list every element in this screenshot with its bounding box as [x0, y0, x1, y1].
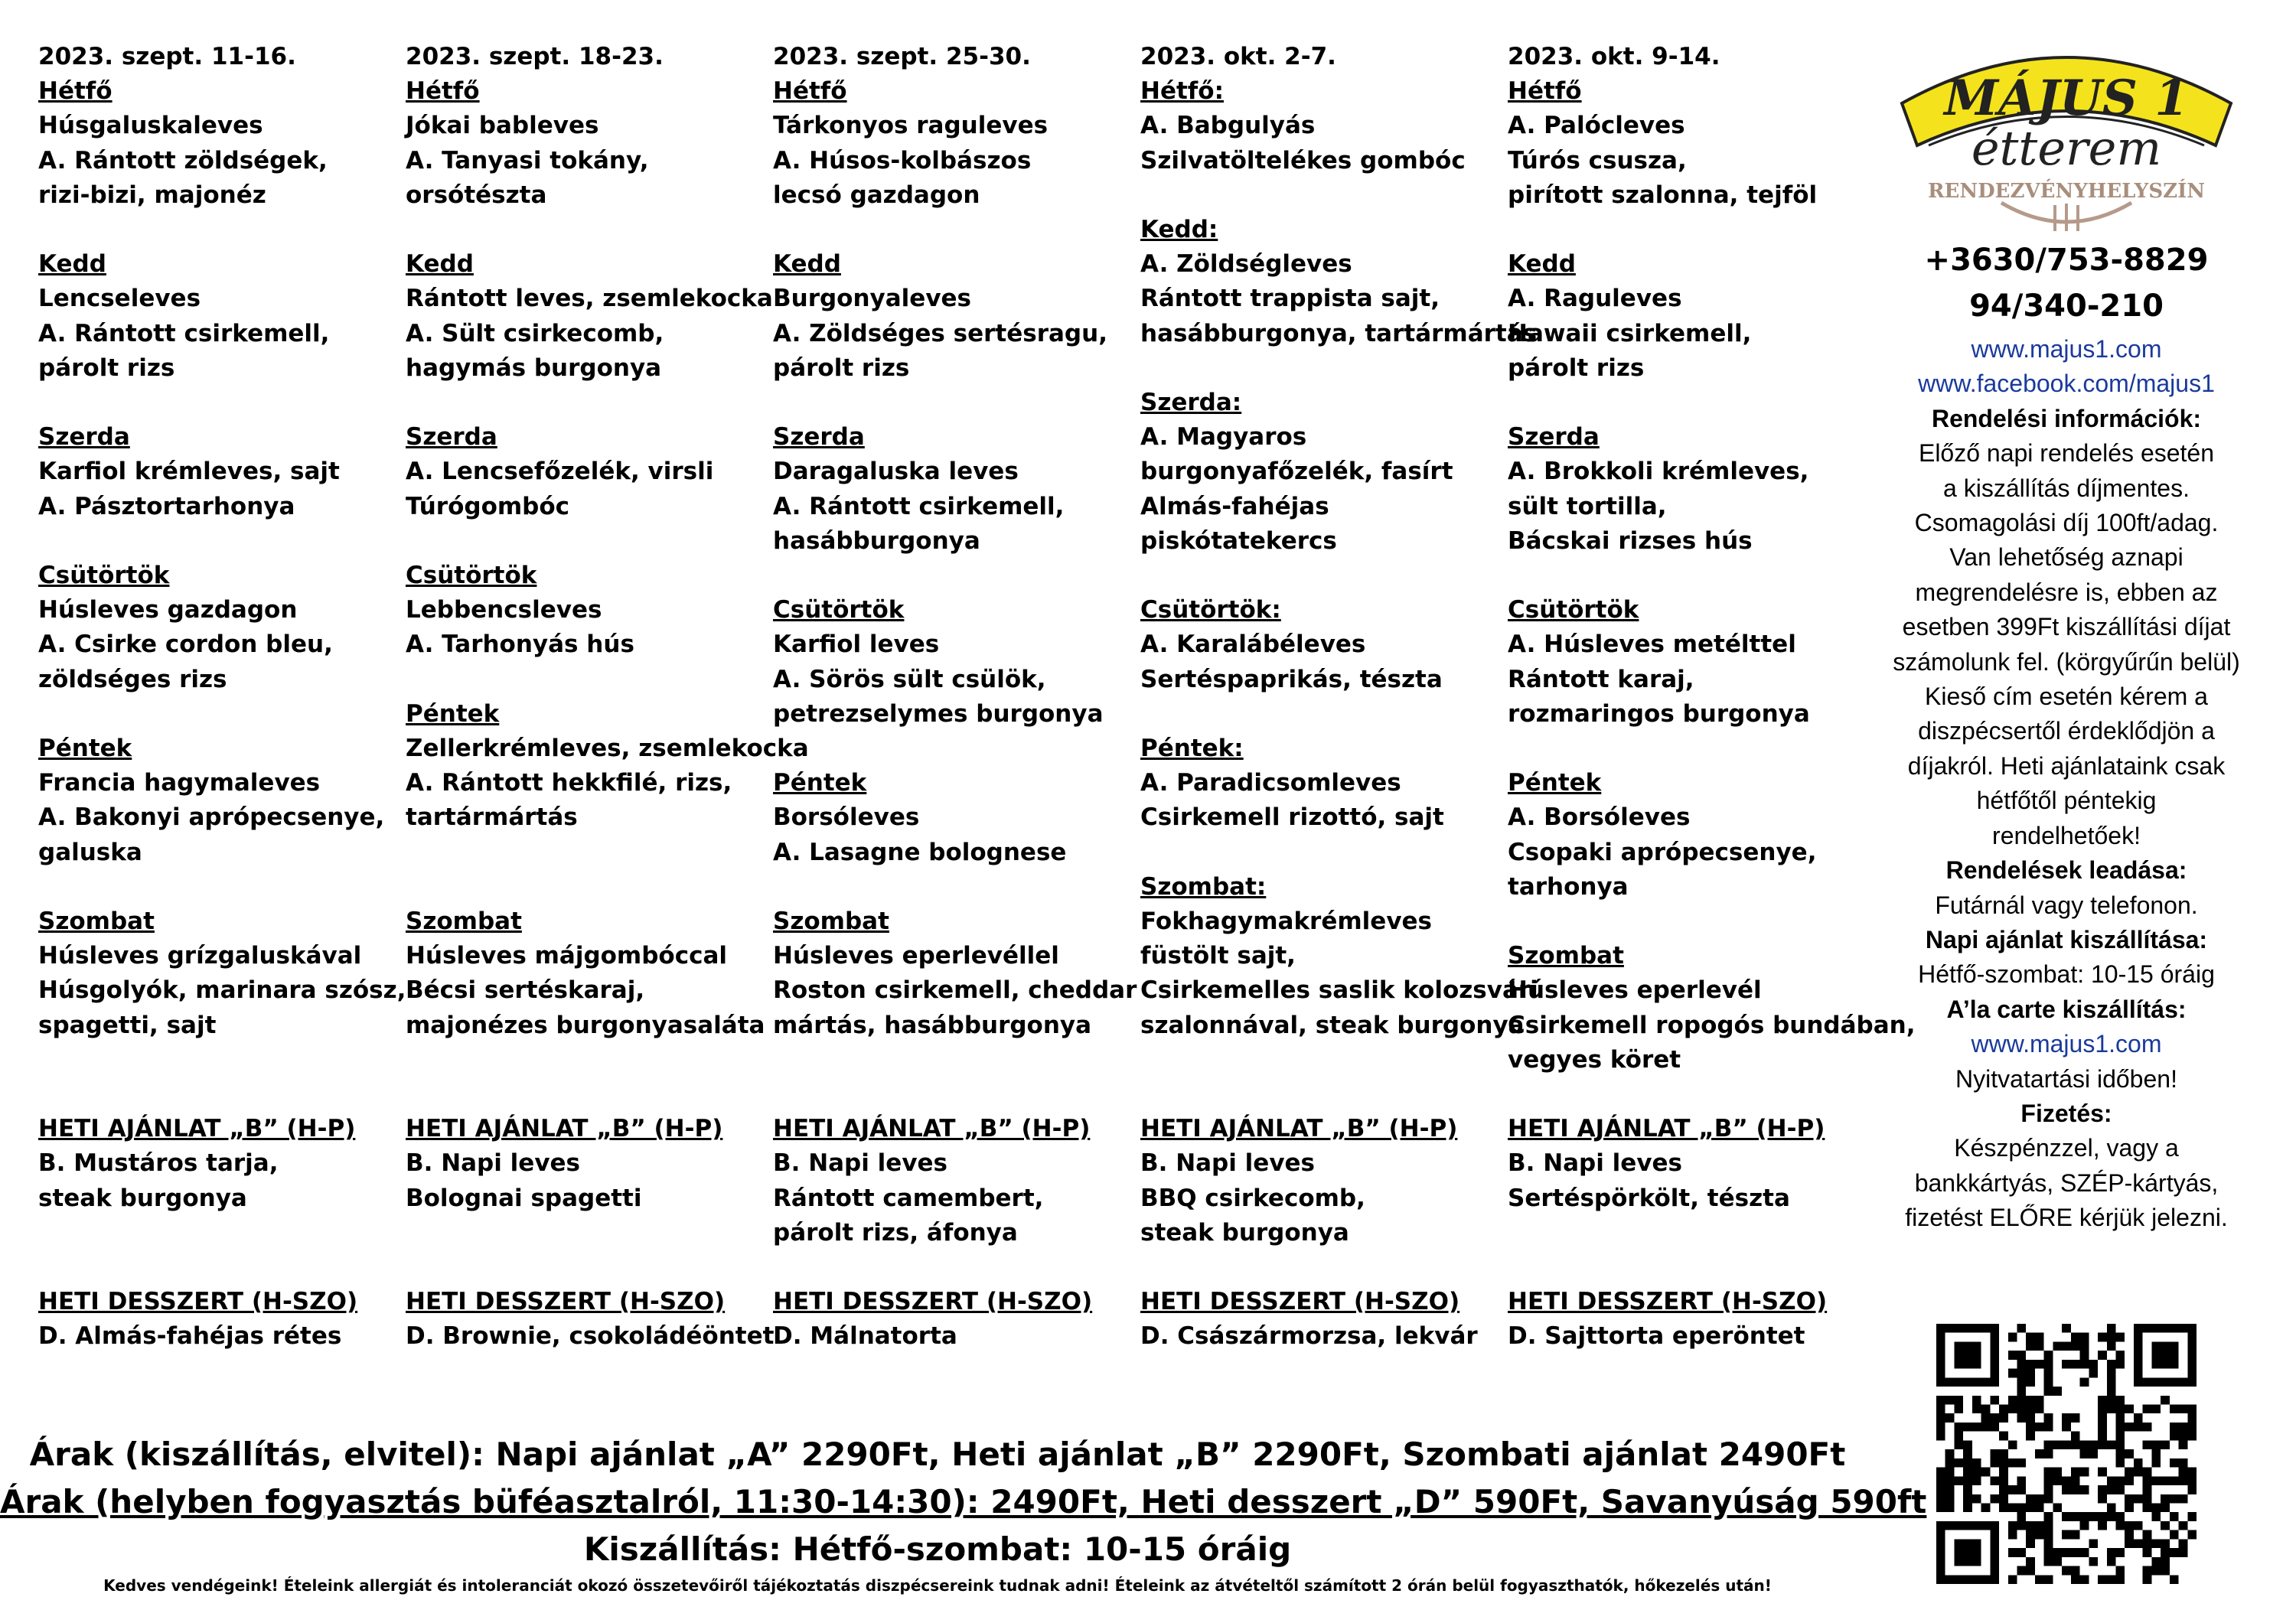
info-text: esetben 399Ft kiszállítási díjat	[1902, 613, 2231, 641]
menu-item: A. Rántott csirkemell,	[38, 319, 330, 347]
week-header: 2023. okt. 2-7.	[1140, 43, 1336, 70]
day-heading: Szerda:	[1140, 389, 1242, 416]
menu-item: tarhonya	[1508, 872, 1629, 901]
menu-item: steak burgonya	[1140, 1218, 1349, 1247]
menu-item: burgonyafőzelék, fasírt	[1140, 458, 1453, 486]
menu-item	[406, 1216, 769, 1250]
menu-item: galuska	[38, 838, 142, 866]
menu-item: Roston csirkemell, cheddar	[773, 976, 1137, 1005]
menu-item	[38, 1043, 402, 1077]
day-heading: Szombat:	[1140, 872, 1267, 901]
menu-item: Borsóleves	[773, 803, 920, 832]
day-heading: Hétfő	[1508, 77, 1582, 106]
menu-item: vegyes köret	[1508, 1045, 1681, 1074]
week-header: 2023. okt. 9-14.	[1508, 43, 1720, 70]
menu-item: Szilvatöltelékes gombóc	[1140, 146, 1466, 174]
menu-item: pirított szalonna, tejföl	[1508, 181, 1818, 209]
menu-item	[406, 663, 769, 697]
menu-item: Húsleves eperlevéllel	[773, 942, 1059, 970]
info-heading: A’la carte kiszállítás:	[1946, 995, 2187, 1023]
menu-item: A. Bakonyi aprópecsenye,	[38, 803, 385, 832]
phone-secondary[interactable]: 94/340-210	[1969, 288, 2164, 324]
menu-item: Zellerkrémleves, zsemlekocka	[406, 735, 809, 762]
menu-item	[1140, 178, 1504, 213]
day-heading: Szerda	[1508, 423, 1600, 451]
info-heading: Napi ajánlat kiszállítása:	[1925, 925, 2208, 953]
day-heading: Szombat	[1508, 942, 1624, 970]
menu-item: A. Lasagne bolognese	[773, 838, 1067, 866]
menu-item: A. Sörös sült csülök,	[773, 665, 1046, 693]
info-text: bankkártyás, SZÉP-kártyás,	[1914, 1168, 2219, 1197]
menu-item: A. Raguleves	[1508, 285, 1682, 313]
menu-item: A. Palócleves	[1508, 112, 1685, 140]
day-heading: Hétfő:	[1140, 77, 1224, 106]
day-heading: Péntek	[773, 769, 867, 797]
menu-item: mártás, hasábburgonya	[773, 1011, 1092, 1039]
menu-item: A. Sült csirkecomb,	[406, 319, 664, 347]
menu-item	[1140, 351, 1504, 386]
menu-item: A. Zöldséges sertésragu,	[773, 319, 1107, 347]
menu-item: A. Rántott csirkemell,	[773, 492, 1065, 520]
menu-item: A. Tanyasi tokány,	[406, 146, 649, 174]
menu-item: rizi-bizi, majonéz	[38, 181, 266, 209]
menu-item	[1140, 1250, 1504, 1285]
menu-item: Daragaluska leves	[773, 458, 1019, 486]
menu-item: párolt rizs	[773, 354, 910, 382]
day-heading: HETI DESSZERT (H-SZO)	[406, 1288, 726, 1316]
menu-item	[1140, 697, 1504, 732]
menu-item: A. Paradicsomleves	[1140, 769, 1401, 797]
menu-item: Francia hagymaleves	[38, 769, 321, 797]
info-text: Van lehetőség aznapi	[1949, 543, 2183, 572]
menu-item: spagetti, sajt	[38, 1011, 217, 1039]
week-header: 2023. szept. 25-30.	[773, 43, 1031, 70]
menu-item	[38, 1250, 402, 1285]
week-lines	[38, 74, 406, 1354]
info-text: Nyitvatartási időben!	[1955, 1064, 2177, 1093]
day-heading: HETI AJÁNLAT „B” (H-P)	[773, 1115, 1091, 1143]
menu-item: hagymás burgonya	[406, 354, 662, 382]
day-heading: Csütörtök	[773, 596, 905, 624]
menu-item: hasábburgonya	[773, 526, 980, 555]
menu-item: Csirkemelles saslik kolozsvári	[1140, 976, 1538, 1005]
day-heading: HETI DESSZERT (H-SZO)	[38, 1288, 358, 1316]
day-heading: HETI AJÁNLAT „B” (H-P)	[1140, 1115, 1458, 1143]
info-link[interactable]: www.facebook.com/majus1	[1918, 370, 2215, 398]
qr-code[interactable]	[1936, 1324, 2197, 1584]
menu-item	[773, 732, 1137, 766]
info-text: Készpénzzel, vagy a	[1954, 1134, 2179, 1162]
menu-item: Rántott leves, zsemlekocka	[406, 285, 773, 313]
menu-item	[38, 697, 402, 732]
week-lines	[1508, 74, 1916, 1354]
week-lines	[773, 74, 1137, 1354]
menu-item: D. Brownie, csokoládéöntet	[406, 1322, 775, 1351]
allergen-disclaimer: Kedves vendégeink! Ételeink allergiát és intoleranciát okozó összetevőiről tájékoztatás diszpécsereink tudnak adni! Ételeink az átvételtől számított 2 órán belül fogyaszthatók, hőkezelés után!	[103, 1576, 1772, 1595]
menu-item	[38, 1216, 402, 1250]
menu-item	[1508, 1077, 1871, 1112]
day-heading: Szombat	[773, 908, 889, 935]
menu-item	[38, 870, 402, 904]
day-heading: Péntek	[38, 735, 132, 762]
menu-item: párolt rizs	[38, 354, 175, 382]
info-text: Csomagolási díj 100ft/adag.	[1914, 509, 2219, 537]
info-text: Hétfő-szombat: 10-15 óráig	[1918, 960, 2215, 989]
menu-item: Húsleves grízgaluskával	[38, 942, 362, 970]
menu-item	[773, 1043, 1137, 1077]
week-column	[38, 40, 406, 1354]
info-text: számolunk fel. (körgyűrűn belül)	[1893, 647, 2240, 676]
menu-item	[1140, 559, 1504, 593]
info-text: fizetést ELŐRE kérjük jelezni.	[1905, 1204, 2228, 1232]
week-column	[1508, 40, 1916, 1354]
week-lines	[406, 74, 809, 1354]
menu-item: Húsgolyók, marinara szósz,	[38, 976, 406, 1005]
ordering-info	[1867, 332, 2265, 1236]
info-text: a kiszállítás díjmentes.	[1943, 474, 2190, 502]
day-heading: Hétfő	[773, 77, 847, 106]
menu-item: petrezselymes burgonya	[773, 699, 1104, 728]
menu-item	[406, 213, 769, 247]
info-text: hétfőtől péntekig	[1976, 787, 2157, 815]
menu-item	[38, 1077, 402, 1112]
menu-item: B. Napi leves	[1140, 1149, 1316, 1178]
menu-item: Fokhagymakrémleves	[1140, 908, 1433, 935]
menu-item: A. Rántott zöldségek,	[38, 146, 328, 174]
menu-item: A. Borsóleves	[1508, 803, 1691, 832]
menu-item: D. Császármorzsa, lekvár	[1140, 1322, 1478, 1351]
menu-item: Bácskai rizses hús	[1508, 526, 1753, 555]
day-heading: Csütörtök	[406, 562, 537, 589]
menu-item	[773, 386, 1137, 420]
menu-item	[1140, 1043, 1504, 1077]
info-link[interactable]: www.majus1.com	[1971, 1030, 2162, 1058]
day-heading: Péntek:	[1140, 735, 1244, 762]
menu-item	[406, 836, 769, 870]
day-heading: HETI AJÁNLAT „B” (H-P)	[406, 1115, 723, 1143]
menu-item: füstölt sajt,	[1140, 942, 1296, 970]
menu-item: lecsó gazdagon	[773, 181, 980, 209]
menu-item: A. Csirke cordon bleu,	[38, 631, 333, 659]
menu-item	[406, 870, 769, 904]
menu-item	[1508, 1250, 1871, 1285]
menu-item: Karfiol leves	[773, 631, 940, 659]
menu-item: Csirkemell ropogós bundában,	[1508, 1011, 1916, 1039]
menu-item: A. Karalábéleves	[1140, 631, 1366, 659]
menu-item: Lebbencsleves	[406, 596, 602, 624]
menu-item: Sertéspaprikás, tészta	[1140, 665, 1443, 693]
menu-item: A. Pásztortarhonya	[38, 492, 295, 520]
menu-item: Almás-fahéjas	[1140, 492, 1329, 520]
day-heading: Kedd	[1508, 250, 1576, 279]
menu-item: D. Málnatorta	[773, 1322, 957, 1351]
info-text: rendelhetőek!	[1992, 821, 2141, 849]
menu-item	[1140, 836, 1504, 870]
menu-item: Tárkonyos raguleves	[773, 112, 1049, 140]
menu-item	[406, 1043, 769, 1077]
menu-item: D. Almás-fahéjas rétes	[38, 1322, 342, 1351]
delivery-prices: Árak (kiszállítás, elvitel): Napi ajánlat „A” 2290Ft, Heti ajánlat „B” 2290Ft, Szombati ajánlat 2490Ft	[29, 1436, 1846, 1473]
menu-item: rozmaringos burgonya	[1508, 699, 1810, 728]
day-heading: Kedd	[773, 250, 841, 279]
day-heading: HETI AJÁNLAT „B” (H-P)	[1508, 1115, 1825, 1143]
menu-item: A. Rántott hekkfilé, rizs,	[406, 769, 732, 797]
menu-item: Karfiol krémleves, sajt	[38, 458, 340, 486]
menu-item: D. Sajttorta eperöntet	[1508, 1322, 1805, 1351]
info-text: Kieső cím esetén kérem a	[1925, 683, 2208, 711]
menu-item	[38, 213, 402, 247]
menu-item: A. Babgulyás	[1140, 112, 1316, 140]
contact-sidebar	[1867, 31, 2265, 1236]
menu-item: zöldséges rizs	[38, 665, 227, 693]
day-heading: Szombat	[406, 907, 522, 935]
menu-item: sült tortilla,	[1508, 492, 1667, 520]
menu-item: Húsleves májgombóccal	[406, 942, 728, 970]
menu-item: piskótatekercs	[1140, 526, 1337, 555]
menu-item	[773, 1077, 1137, 1112]
menu-item	[1508, 213, 1871, 247]
week-column	[406, 40, 809, 1354]
menu-item: Burgonyaleves	[773, 285, 972, 313]
dine-in-prices: Árak (helyben fogyasztás büféasztalról, 11:30-14:30): 2490Ft, Heti desszert „D” 590Ft, Savanyúság 590ft	[0, 1483, 1927, 1520]
menu-item: párolt rizs, áfonya	[773, 1218, 1018, 1247]
menu-item: Húsgaluskaleves	[38, 112, 263, 140]
menu-item: Rántott trappista sajt,	[1140, 285, 1440, 313]
menu-item	[1140, 1077, 1504, 1112]
restaurant-logo	[1887, 31, 2246, 237]
menu-item: BBQ csirkecomb,	[1140, 1184, 1365, 1212]
menu-item	[406, 1250, 769, 1285]
menu-item: Rántott karaj,	[1508, 665, 1694, 693]
menu-item: Csopaki aprópecsenye,	[1508, 838, 1817, 866]
menu-item: Húsleves eperlevél	[1508, 976, 1762, 1005]
info-heading: Fizetés:	[2020, 1099, 2112, 1127]
day-heading: Csütörtök	[1508, 596, 1639, 624]
menu-item: szalonnával, steak burgonya	[1140, 1011, 1525, 1039]
day-heading: Kedd	[38, 250, 106, 279]
week-header: 2023. szept. 11-16.	[38, 43, 296, 70]
day-heading: HETI AJÁNLAT „B” (H-P)	[38, 1115, 356, 1143]
menu-item: Rántott camembert,	[773, 1184, 1044, 1212]
logo-tagline: RENDEZVÉNYHELYSZÍN	[1927, 180, 2206, 203]
menu-item: Bolognai spagetti	[406, 1184, 642, 1212]
menu-item	[1508, 1216, 1871, 1250]
day-heading: HETI DESSZERT (H-SZO)	[1140, 1288, 1460, 1316]
info-text: Előző napi rendelés esetén	[1918, 439, 2215, 468]
menu-item	[38, 386, 402, 420]
day-heading: Péntek	[406, 699, 500, 728]
day-heading: Csütörtök:	[1140, 596, 1281, 624]
menu-item: A. Brokkoli krémleves,	[1508, 458, 1809, 486]
day-heading: Péntek	[1508, 769, 1602, 797]
menu-item: A. Zöldségleves	[1140, 250, 1352, 279]
info-heading: Rendelések leadása:	[1945, 856, 2187, 885]
menu-item: Lencseleves	[38, 285, 201, 313]
menu-item: párolt rizs	[1508, 354, 1645, 382]
day-heading: Kedd	[406, 250, 474, 279]
day-heading: HETI DESSZERT (H-SZO)	[1508, 1288, 1828, 1316]
week-lines	[1140, 74, 1538, 1354]
menu-item	[1508, 386, 1871, 420]
menu-item: B. Napi leves	[1508, 1149, 1683, 1178]
delivery-hours: Kiszállítás: Hétfő-szombat: 10-15 óráig	[583, 1530, 1292, 1568]
menu-item	[406, 1077, 769, 1112]
menu-item: hasábburgonya, tartármártás	[1140, 319, 1538, 347]
menu-item: Csirkemell rizottó, sajt	[1140, 803, 1444, 832]
menu-item	[406, 386, 769, 420]
menu-item: A. Tarhonyás hús	[406, 631, 634, 659]
day-heading: Szerda	[38, 423, 130, 451]
logo-script: étterem	[1971, 120, 2162, 176]
menu-item	[1508, 559, 1871, 593]
menu-item: Húsleves gazdagon	[38, 596, 298, 624]
menu-item: majonézes burgonyasaláta	[406, 1011, 765, 1039]
day-heading: Szerda	[773, 423, 865, 451]
week-column	[773, 40, 1137, 1354]
logo-name: MÁJUS 1	[1944, 70, 2189, 127]
menu-item	[38, 524, 402, 559]
menu-item	[773, 213, 1137, 247]
day-heading: HETI DESSZERT (H-SZO)	[773, 1288, 1093, 1316]
day-heading: Hétfő	[38, 77, 113, 106]
menu-item: Sertéspörkölt, tészta	[1508, 1184, 1790, 1212]
menu-item: orsótészta	[406, 181, 547, 209]
menu-item: Túrógombóc	[406, 492, 570, 520]
menu-item: Jókai bableves	[406, 112, 599, 140]
menu-item: B. Napi leves	[406, 1149, 581, 1178]
info-text: diszpécsertől érdeklődjön a	[1918, 717, 2215, 745]
menu-item	[773, 870, 1137, 904]
menu-item	[1508, 732, 1871, 766]
menu-item: A. Húsos-kolbászos	[773, 146, 1032, 174]
menu-item	[773, 559, 1137, 593]
menu-item: Hawaii csirkemell,	[1508, 319, 1752, 347]
menu-item: A. Lencsefőzelék, virsli	[406, 458, 714, 486]
info-text: Futárnál vagy telefonon.	[1935, 891, 2198, 919]
menu-item: steak burgonya	[38, 1184, 247, 1212]
day-heading: Szerda	[406, 423, 497, 451]
day-heading: Hétfő	[406, 77, 480, 106]
menu-item: Bécsi sertéskaraj,	[406, 976, 645, 1005]
phone-primary[interactable]: +3630/753-8829	[1924, 243, 2209, 278]
price-footer	[0, 1431, 1927, 1598]
menu-item: Túrós csusza,	[1508, 146, 1687, 174]
info-heading: Rendelési információk:	[1931, 404, 2202, 432]
info-text: díjakról. Heti ajánlataink csak	[1907, 751, 2226, 780]
info-link[interactable]: www.majus1.com	[1971, 335, 2162, 363]
day-heading: Szombat	[38, 908, 155, 935]
menu-item: A. Magyaros	[1140, 423, 1307, 451]
week-column	[1140, 40, 1538, 1354]
cutlery-icon	[2055, 204, 2078, 231]
menu-item	[406, 524, 769, 559]
day-heading: Kedd:	[1140, 216, 1218, 243]
week-header: 2023. szept. 18-23.	[406, 43, 664, 70]
menu-item	[1508, 904, 1871, 939]
menu-item: B. Mustáros tarja,	[38, 1149, 279, 1178]
menu-item: B. Napi leves	[773, 1149, 948, 1178]
menu-item: tartármártás	[406, 803, 578, 832]
info-text: megrendelésre is, ebben az	[1915, 578, 2218, 606]
menu-item: A. Húsleves metélttel	[1508, 631, 1796, 659]
day-heading: Csütörtök	[38, 562, 170, 589]
menu-item	[773, 1250, 1137, 1285]
